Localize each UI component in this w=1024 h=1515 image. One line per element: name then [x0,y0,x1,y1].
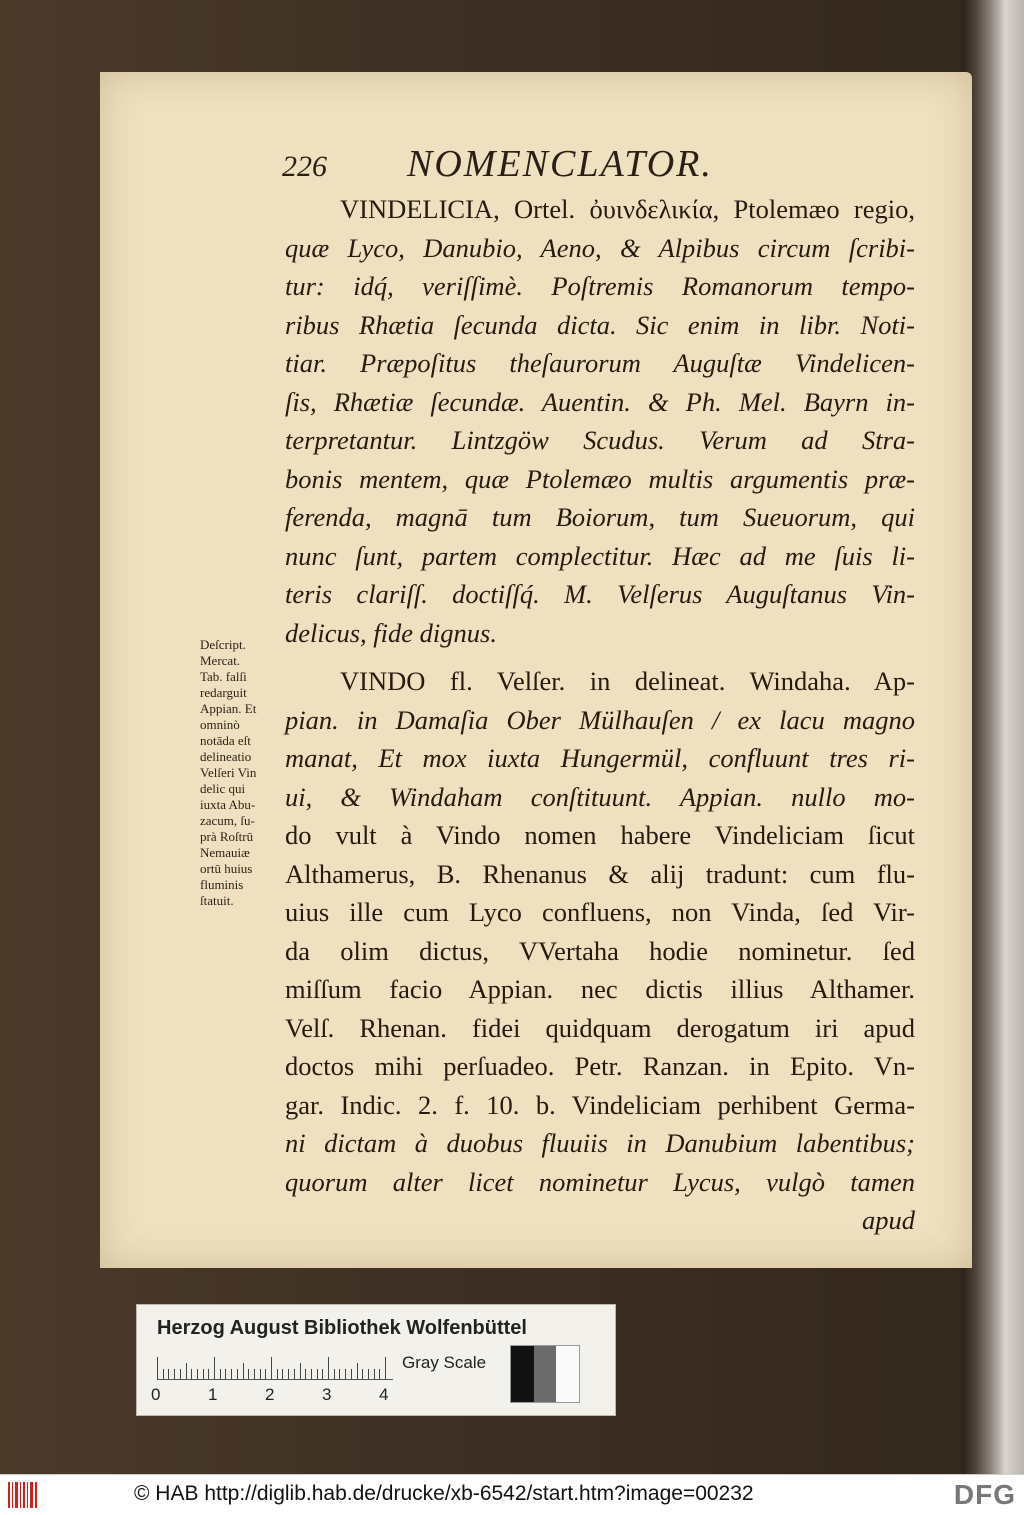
barcode-bar [30,1482,33,1508]
ruler-tick [260,1369,261,1379]
ruler-tick [174,1369,175,1379]
barcode-bar [15,1482,18,1508]
text-line: teris clariſſ. doctiſſq́. M. Velſerus Auguſtanus Vin- [285,579,915,609]
text-line: manat, Et mox iuxta Hungermül, confluunt tres ri- [285,743,915,773]
ruler-tick [311,1369,312,1379]
ruler-tick [208,1369,209,1379]
running-head-title: NOMENCLATOR. [407,143,713,185]
ruler-tick [254,1369,255,1379]
ruler-tick [180,1369,181,1379]
barcode-icon [8,1482,38,1508]
text-line: ſis, Rhætiæ ſecundæ. Auentin. & Ph. Mel. Bayrn in- [285,386,915,417]
ruler-tick [294,1369,295,1379]
barcode-bar [8,1482,10,1508]
ruler-tick [322,1369,323,1379]
ruler-tick [265,1369,266,1379]
ruler-tick [237,1369,238,1379]
text-line: VINDO fl. Velſer. in delineat. Windaha. Ap- [340,666,915,696]
barcode-bar [20,1482,21,1508]
body-text [285,190,915,1240]
gray-scale-label: Gray Scale [402,1353,487,1372]
text-line: do vult à Vindo nomen habere Vindeliciam ſicut [285,820,915,850]
gray-swatch [511,1346,534,1402]
ruler-tick [362,1369,363,1379]
ruler-tick [225,1369,226,1379]
page-number: 226 [282,150,327,183]
gray-swatches [510,1345,580,1403]
text-line: terpretantur. Lintzgöw Scudus. Verum ad Stra- [285,425,915,455]
text-line: VINDELICIA, Ortel. ὀυινδελικία, Ptolemæo regio, [340,194,915,224]
citation-link[interactable]: © HAB http://diglib.hab.de/drucke/xb-6542/start.htm?image=00232 [134,1482,754,1505]
ruler-tick [300,1363,301,1379]
institution-name: Herzog August Bibliothek Wolfenbüttel [157,1317,527,1339]
ruler-tick [368,1369,369,1379]
marginal-note [200,637,282,909]
marginal-note-line: redarguit [200,685,247,700]
text-line: delicus, fide dignus. [285,617,497,648]
text-line: Velſ. Rhenan. fidei quidquam derogatum iri apud [285,1012,915,1043]
marginal-note-line: omninò [200,717,240,732]
marginal-note-line: zacum, ſu- [200,813,255,828]
ruler-tick [288,1369,289,1379]
ruler-tick [168,1369,169,1379]
text-line: ni dictam à duobus fluuiis in Danubium labentibus; [285,1128,915,1158]
marginal-note-line: Velſeri Vin [200,765,257,780]
ruler-tick [271,1357,272,1379]
marginal-note-line: Deſcript. [200,637,246,652]
barcode-bar [23,1482,25,1508]
paragraph-gap [285,652,915,662]
ruler-tick [282,1369,283,1379]
ruler-label: 0 [151,1385,161,1404]
marginal-note-line: delineatio [200,749,252,764]
dfg-logo: DFG [953,1479,1016,1510]
text-line: doctos mihi perſuadeo. Petr. Ranzan. in Epito. Vn- [285,1051,915,1081]
ruler-tick [163,1369,164,1379]
marginal-note-line: Tab. falſi [200,669,247,684]
ruler-tick [351,1369,352,1379]
ruler-tick [214,1357,215,1379]
ruler-tick [339,1369,340,1379]
ruler-tick [345,1369,346,1379]
text-line: uius ille cum Lyco confluens, non Vinda, ſed Vir- [285,897,915,927]
marginal-note-line: Mercat. [200,653,241,668]
ruler-labels [151,1385,411,1405]
text-line: da olim dictus, VVertaha hodie nominetur. ſed [285,935,915,966]
ruler-tick [186,1363,187,1379]
text-line: tur: idq́, veriſſimè. Poſtremis Romanorum tempo- [285,271,915,301]
text-line: ribus Rhætia ſecunda dicta. Sic enim in libr. Noti- [285,309,915,340]
text-line: nunc ſunt, partem complectitur. Hæc ad me ſuis li- [285,540,915,571]
text-line: miſſum facio Appian. nec dictis illius Althamer. [285,974,915,1004]
ruler-tick [203,1369,204,1379]
text-line: quorum alter licet nominetur Lycus, vulgò tamen [285,1166,915,1197]
marginal-note-line: Nemauiæ [200,845,250,860]
barcode-bar [27,1482,28,1508]
gray-swatch [534,1346,557,1402]
gray-swatch [556,1346,579,1402]
text-line: quæ Lyco, Danubio, Aeno, & Alpibus circum ſcribi- [285,232,915,263]
barcode-bar [35,1482,37,1508]
marginal-note-line: notāda eſt [200,733,251,748]
running-head [282,142,842,185]
text-line: ferenda, magnā tum Boiorum, tum Sueuorum, qui [285,502,915,532]
ruler-tick [220,1369,221,1379]
marginal-note-line: prà Roſtrū [200,829,254,844]
ruler-tick [317,1369,318,1379]
text-line: gar. Indic. 2. f. 10. b. Vindeliciam perhibent Germa- [285,1089,915,1120]
marginal-note-line: delic qui [200,781,246,796]
ruler-tick [231,1369,232,1379]
text-line: pian. in Damaſia Ober Mülhauſen / ex lacu magno [285,704,915,735]
ruler-tick [305,1369,306,1379]
text-line: apud [862,1205,915,1235]
ruler-tick [334,1369,335,1379]
text-line: Althamerus, B. Rhenanus & alij tradunt: cum flu- [285,858,915,889]
ruler-tick [191,1369,192,1379]
ruler-label: 4 [379,1385,389,1404]
marginal-note-line: ſtatuit. [200,893,234,908]
footer-bar [0,1474,1024,1515]
marginal-note-line: Appian. Et [200,701,257,716]
ruler-tick [328,1357,329,1379]
barcode-bar [12,1482,13,1508]
ruler-label: 1 [208,1385,218,1404]
ruler-tick [374,1369,375,1379]
ruler-tick [277,1369,278,1379]
ruler-tick [379,1369,380,1379]
ruler-tick [243,1363,244,1379]
ruler-label: 2 [265,1385,275,1404]
ruler-tick [157,1357,158,1379]
ruler [157,1349,393,1380]
marginal-note-line: iuxta Abu- [200,797,256,812]
ruler-label: 3 [322,1385,332,1404]
ruler-tick [357,1363,358,1379]
marginal-note-line: ortū huius [200,861,253,876]
book-page [100,72,972,1268]
marginal-note-line: fluminis [200,877,244,892]
ruler-tick [385,1357,386,1379]
ruler-tick [197,1369,198,1379]
gray-scale-card [136,1304,616,1416]
text-line: ui, & Windaham conſtituunt. Appian. nullo mo- [285,781,915,812]
text-line: tiar. Præpoſitus theſaurorum Auguſtæ Vindelicen- [285,348,915,378]
text-line: bonis mentem, quæ Ptolemæo multis argumentis præ- [285,463,915,494]
ruler-tick [248,1369,249,1379]
